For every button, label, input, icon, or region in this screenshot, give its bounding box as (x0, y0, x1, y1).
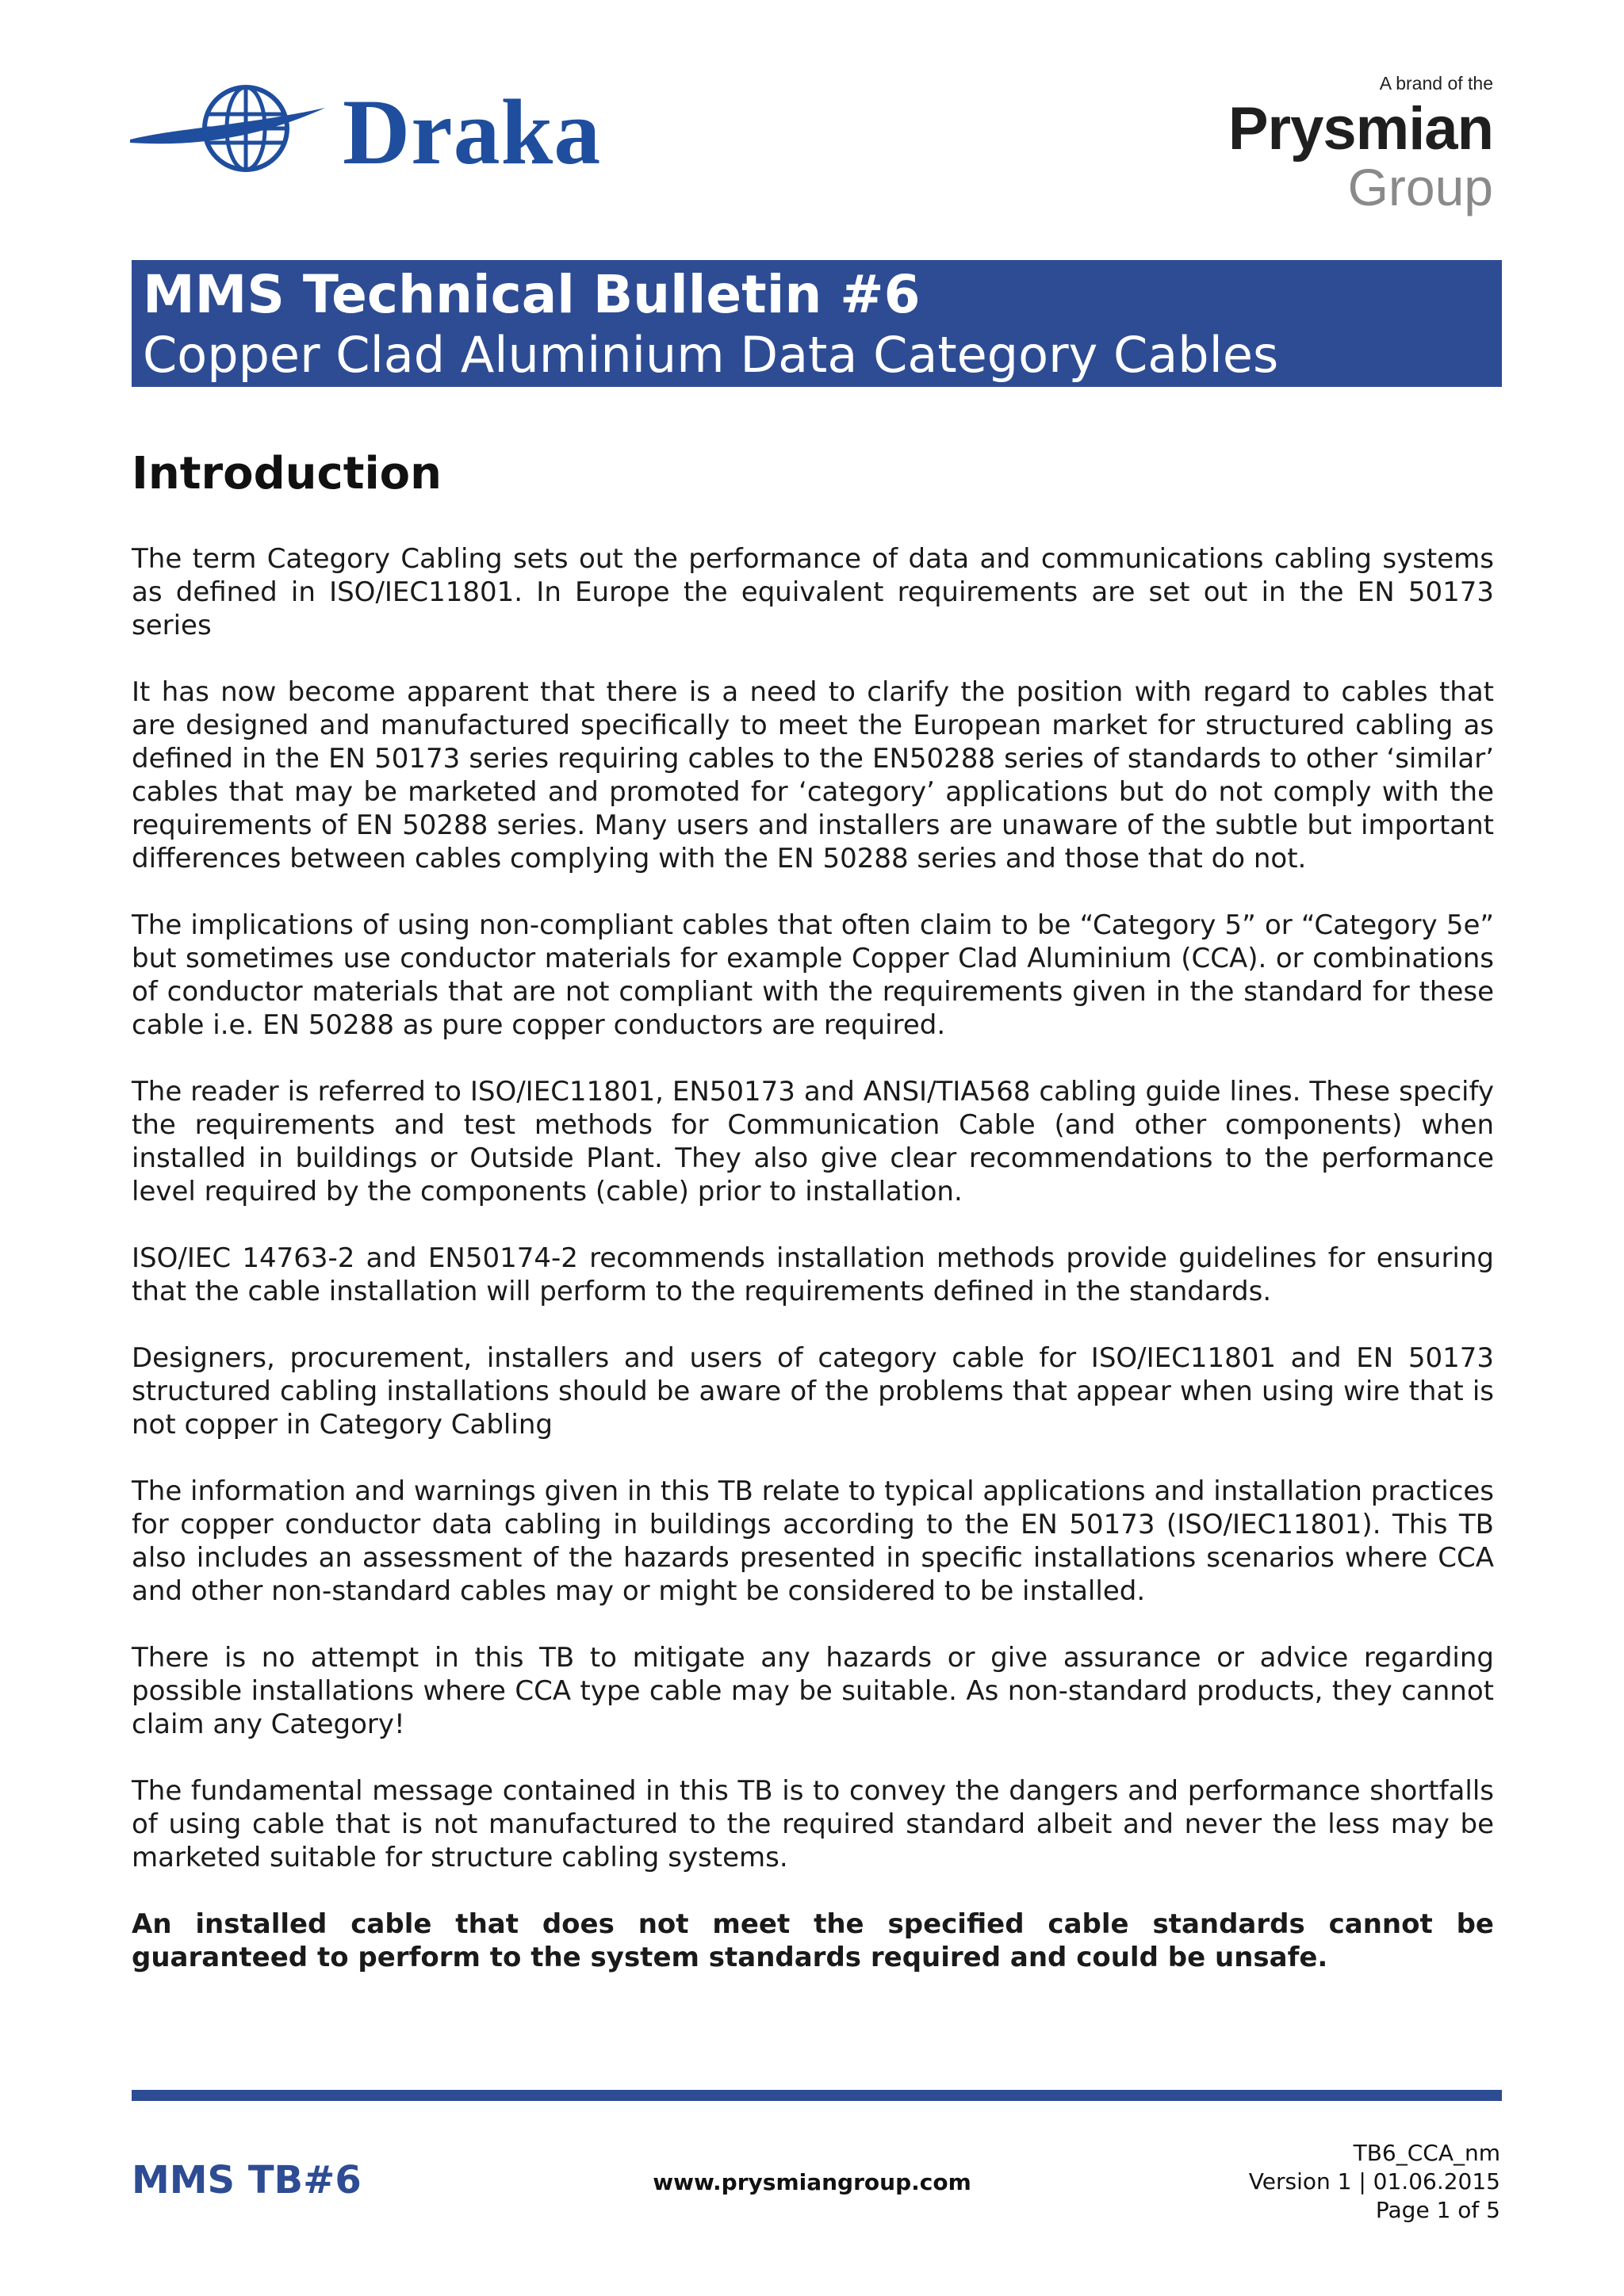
footer-doc-info (1249, 2139, 1500, 2225)
globe-with-swoosh-icon (127, 79, 333, 182)
footer-page-number: Page 1 of 5 (1375, 2197, 1500, 2223)
footer-divider (132, 2090, 1502, 2101)
paragraph: There is no attempt in this TB to mitigate any hazards or give assurance or advice regarding possible installations where CCA type cable may be suitable. As non-standard products, they cannot claim any Category! (132, 1642, 1494, 1740)
footer-version: Version 1 | 01.06.2015 (1248, 2168, 1500, 2195)
draka-wordmark: Draka (343, 80, 602, 184)
brand-of-text: A brand of the (1379, 73, 1493, 94)
paragraph: The term Category Cabling sets out the performance of data and communications cabling systems as defined in ISO/IEC11801. In Europe the equivalent requirements are set out in the EN 50173 series (132, 543, 1494, 641)
group-wordmark: Group (1347, 158, 1493, 216)
paragraph: ISO/IEC 14763-2 and EN50174-2 recommends installation methods provide guidelines for ensuring that the cable installation will perform to the requirements defined in the standards. (132, 1242, 1494, 1307)
footer-url-link[interactable]: www.prysmiangroup.com (653, 2169, 971, 2195)
paragraph: The fundamental message contained in this TB is to convey the dangers and performance shortfalls of using cable that is not manufactured to the required standard albeit and never the less may be marketed suitable for structure cabling systems. (132, 1775, 1494, 1873)
paragraph: Designers, procurement, installers and users of category cable for ISO/IEC11801 and EN 50173 structured cabling installations should be aware of the problems that appear when using wire that is not copper in Category Cabling (132, 1342, 1494, 1441)
footer-doc-id: TB6_CCA_nm (1353, 2140, 1500, 2166)
paragraph: The implications of using non-compliant cables that often claim to be “Category 5” or “Category 5e” but sometimes use conductor materials for example Copper Clad Aluminium (CCA). or combinations of conductor materials that are not compliant with the requirements given in the standard for these cable i.e. EN 50288 as pure copper conductors are required. (132, 909, 1494, 1041)
paragraph-list (132, 542, 1494, 1974)
document-body (132, 444, 1494, 2007)
section-heading: Introduction (132, 448, 442, 499)
title-banner (132, 260, 1502, 387)
warning-statement: An installed cable that does not meet the specified cable standards cannot be guaranteed to perform to the system standards required and could be unsafe. (132, 1908, 1494, 1973)
draka-logo (127, 79, 619, 182)
bulletin-title: MMS Technical Bulletin #6 (143, 264, 921, 325)
prysmian-wordmark: Prysmian (1228, 95, 1493, 163)
paragraph: The reader is referred to ISO/IEC11801, EN50173 and ANSI/TIA568 cabling guide lines. These specify the requirements and test methods for Communication Cable (and other components) when installed in buildings or Outside Plant. They also give clear recommendations to the performance level required by the components (cable) prior to installation. (132, 1076, 1494, 1207)
bulletin-subtitle: Copper Clad Aluminium Data Category Cables (143, 326, 1279, 384)
prysmian-logo (1208, 73, 1493, 216)
footer-bulletin-label: MMS TB#6 (132, 2158, 362, 2202)
paragraph: It has now become apparent that there is a need to clarify the position with regard to cables that are designed and manufactured specifically to meet the European market for structured cabling as defined in the EN 50173 series requiring cables to the EN50288 series of standards to other ‘similar’ cables that may be marketed and promoted for ‘category’ applications but do not comply with the requirements of EN 50288 series. Many users and installers are unaware of the subtle but important differences between cables complying with the EN 50288 series and those that do not. (132, 676, 1494, 874)
paragraph: The information and warnings given in this TB relate to typical applications and installation practices for copper conductor data cabling in buildings according to the EN 50173 (ISO/IEC11801). This TB also includes an assessment of the hazards presented in specific installations scenarios where CCA and other non-standard cables may or might be considered to be installed. (132, 1475, 1494, 1607)
